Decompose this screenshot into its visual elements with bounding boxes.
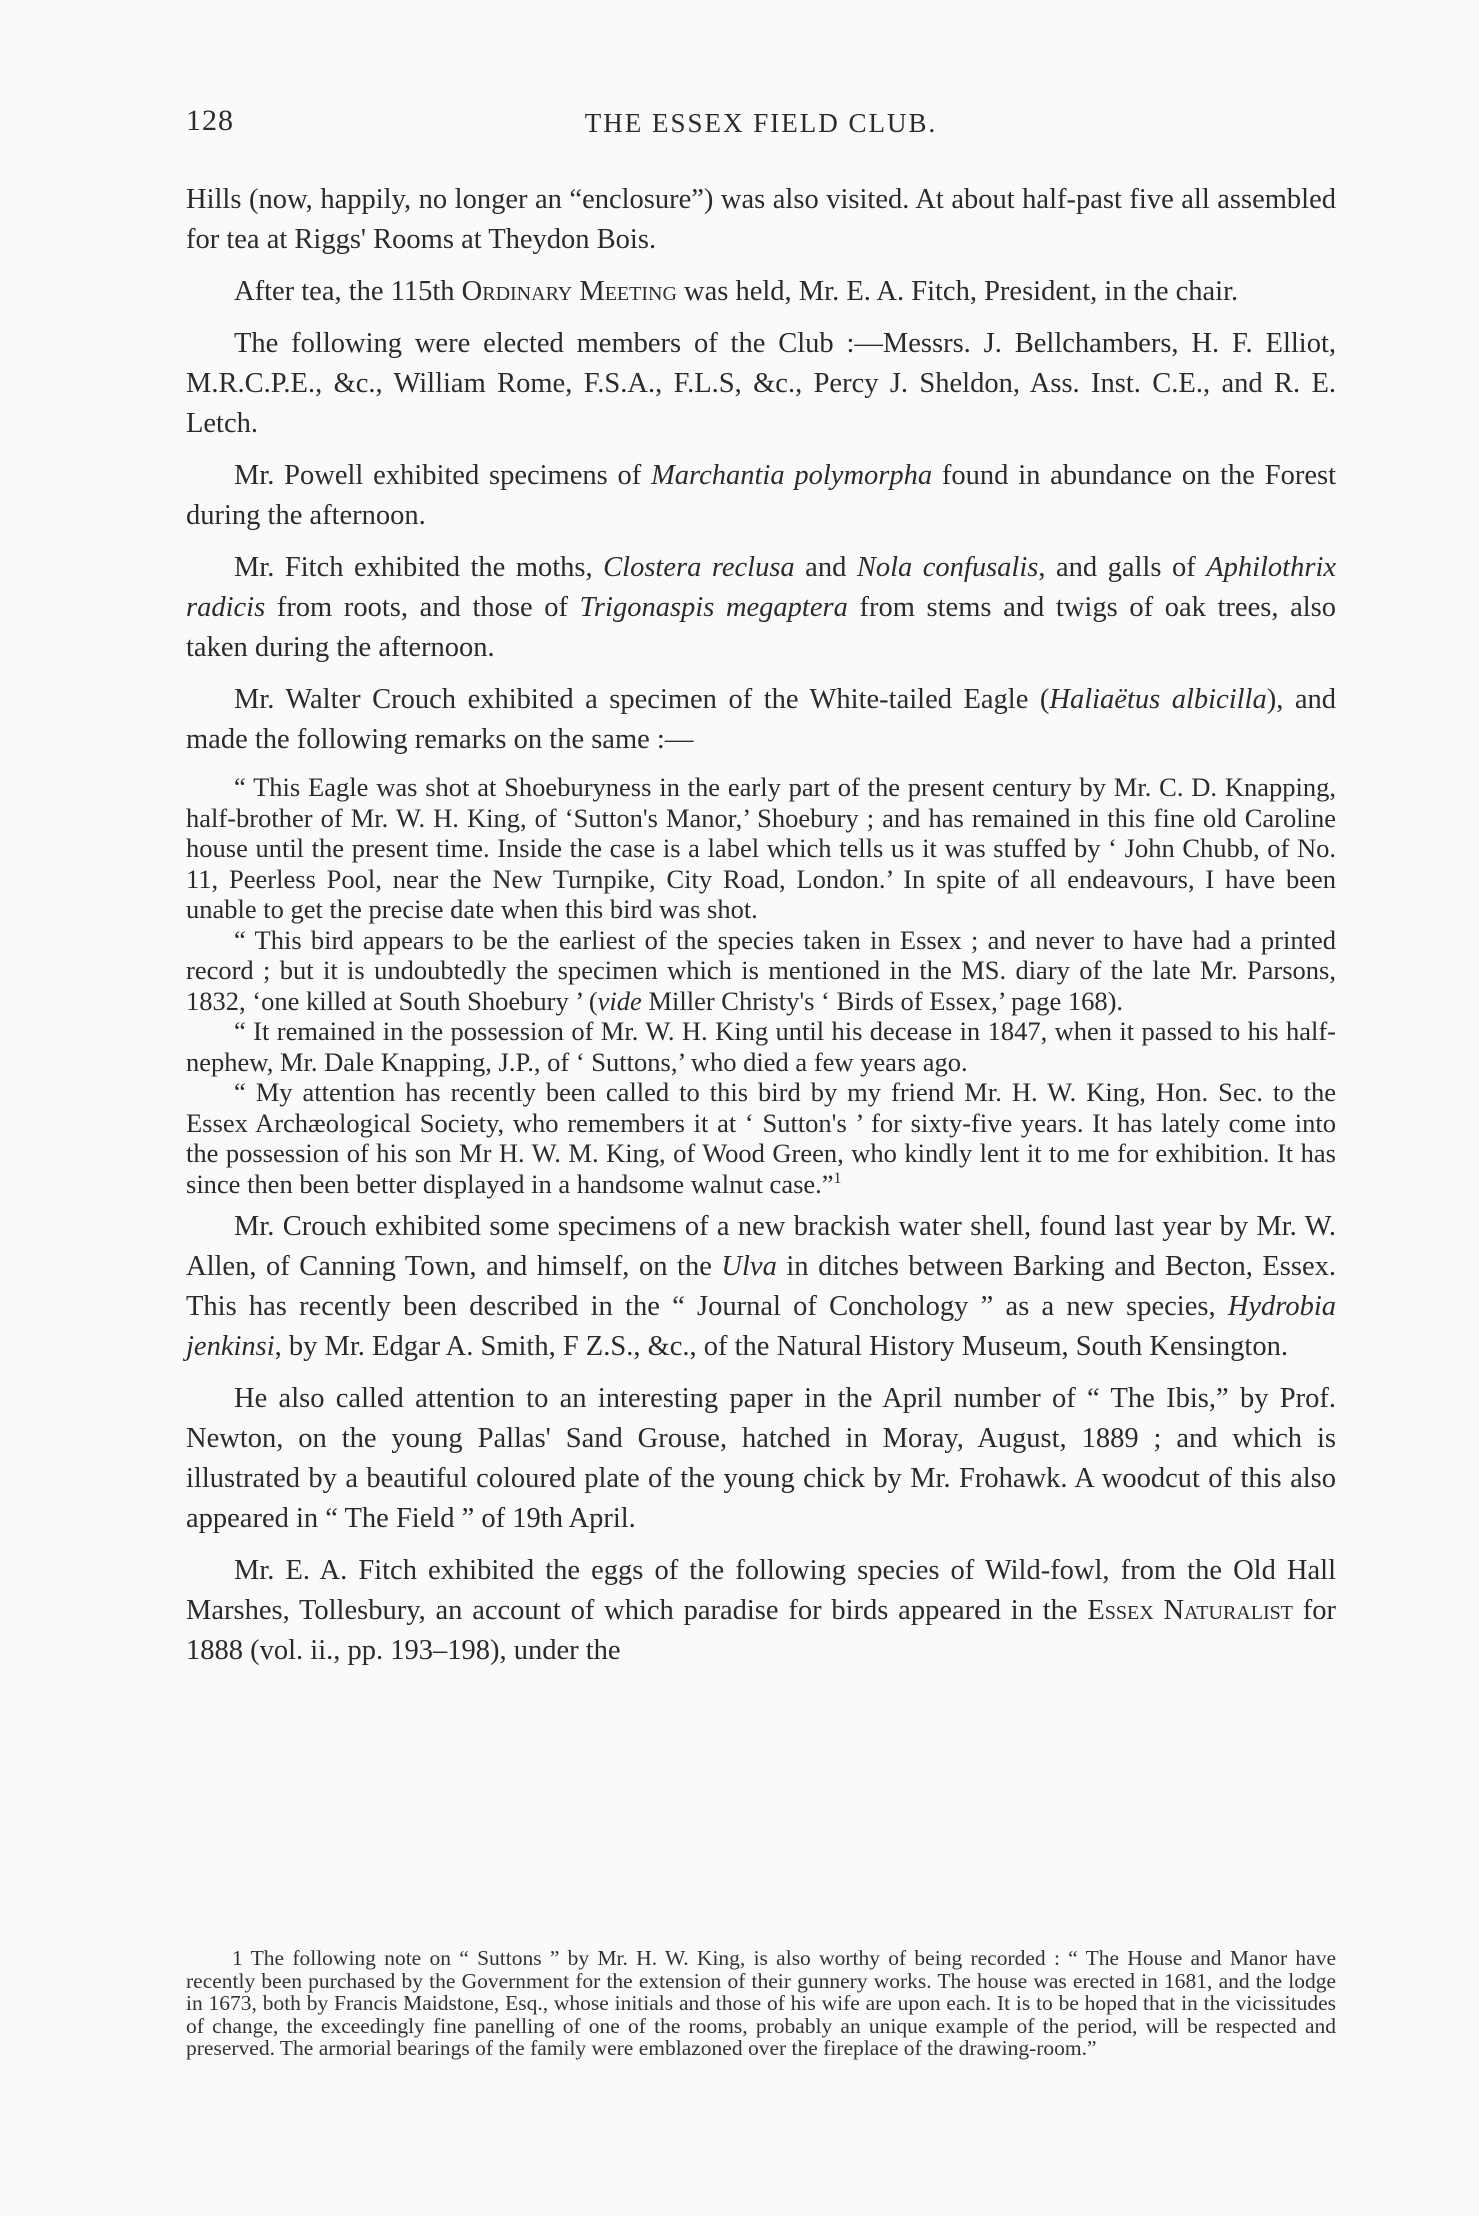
footnote-marker: 1: [833, 1169, 842, 1187]
text-run: and: [794, 552, 857, 583]
text-run: in ditches between Barking and Becton, Essex. This has recently been described in the “ Journal of Conchology ” as a new species,: [186, 1251, 1337, 1322]
small-caps-run: Ordinary Meeting: [461, 276, 677, 307]
quote-paragraph: [186, 1077, 1336, 1199]
page-number: 128: [186, 104, 234, 137]
species-name: Aphilothrix radicis: [186, 552, 1337, 623]
paragraph: [186, 272, 1336, 312]
paragraph: The following were elected members of the Club :—Messrs. J. Bellchambers, H. F. Elliot, M.R.C.P.E., &c., William Rome, F.S.A., F.L.S, &c., Percy J. Sheldon, Ass. Inst. C.E., and R. E. Letch.: [186, 328, 1336, 439]
species-name: Clostera reclusa: [603, 552, 795, 583]
quote-paragraph: “ This Eagle was shot at Shoeburyness in the early part of the present century by Mr. C. D. Knapping, half-brother of Mr. W. H. King, of ‘Sutton's Manor,’ Shoebury ; and has remained in this fine old Caroline house until the present time. Inside the case is a label which tells us it was stuffed by ‘ John Chubb, of No. 11, Peerless Pool, near the New Turnpike, City Road, London.’ In spite of all endeavours, I have been unable to get the precise date when this bird was shot.: [186, 772, 1336, 924]
text-run: Mr. Fitch exhibited the moths,: [234, 552, 604, 583]
paragraph: [186, 1551, 1336, 1671]
footnote-text: 1 The following note on “ Suttons ” by Mr. H. W. King, is also worthy of being recorded : “ The House and Manor have recently been purchased by the Government for the extension of their gunnery works. The house was erected in 1681, and the lodge in 1673, both by Francis Maidstone, Esq., whose initials and those of his wife are upon each. It is to be hoped that in the vicissitudes of change, the exceedingly fine panelling of one of the rooms, probably an unique example of the period, will be respected and preserved. The armorial bearings of the family were emblazoned over the fireplace of the drawing-room.”: [186, 1946, 1336, 2060]
running-title: THE ESSEX FIELD CLUB.: [584, 108, 938, 138]
text-run: Mr. Crouch exhibited some specimens of a new brackish water shell, found last year by Mr. W. Allen, of Canning Town, and himself, on the: [186, 1211, 1336, 1282]
text-run: from roots, and those of: [265, 592, 580, 623]
text-run: “ My attention has recently been called to this bird by my friend Mr. H. W. King, Hon. Sec. to the Essex Archæological Society, who remembers it at ‘ Sutton's ’ for sixty-five years. It has lately come into the possession of his son Mr H. W. M. King, of Wood Green, who kindly lent it to me for exhibition. It has since then been better displayed in a handsome walnut case.”: [186, 1077, 1336, 1199]
quoted-remarks: [186, 772, 1336, 1199]
small-caps-run: Essex Naturalist: [1087, 1595, 1293, 1626]
text-run: for 1888 (vol. ii., pp. 193–198), under the: [186, 1595, 1336, 1666]
text-run: from stems and twigs of oak trees, also taken during the afternoon.: [186, 592, 1337, 663]
species-name: Ulva: [721, 1251, 777, 1282]
quote-paragraph: [186, 925, 1336, 1017]
paragraph: [186, 680, 1336, 760]
paragraph: [186, 1207, 1336, 1367]
footnote: [186, 1947, 1336, 2060]
paragraph: [186, 548, 1336, 668]
text-run: , and galls of: [1038, 552, 1207, 583]
italic-run: vide: [597, 985, 642, 1016]
text-run: was held, Mr. E. A. Fitch, President, in the chair.: [676, 276, 1239, 307]
body-text: [186, 180, 1336, 1683]
text-run: After tea, the 115th: [234, 276, 462, 307]
text-run: Miller Christy's ‘ Birds of Essex,’ page 168).: [641, 985, 1124, 1016]
species-name: Trigonaspis megaptera: [579, 592, 848, 623]
paragraph: [186, 456, 1336, 536]
text-run: Mr. E. A. Fitch exhibited the eggs of the following species of Wild-fowl, from the Old Hall Marshes, Tollesbury, an account of which paradise for birds appeared in the: [186, 1555, 1336, 1626]
paragraph: He also called attention to an interesting paper in the April number of “ The Ibis,” by Prof. Newton, on the young Pallas' Sand Grouse, hatched in Moray, August, 1889 ; and which is illustrated by a beautiful coloured plate of the young chick by Mr. Frohawk. A woodcut of this also appeared in “ The Field ” of 19th April.: [186, 1383, 1336, 1534]
running-header: [186, 104, 1336, 144]
text-run: , by Mr. Edgar A. Smith, F Z.S., &c., of the Natural History Museum, South Kensington.: [274, 1331, 1288, 1362]
quote-paragraph: “ It remained in the possession of Mr. W. H. King until his decease in 1847, when it passed to his half-nephew, Mr. Dale Knapping, J.P., of ‘ Suttons,’ who died a few years ago.: [186, 1016, 1336, 1077]
species-name: Haliaëtus albicilla: [1049, 684, 1267, 715]
text-run: found in abundance on the Forest during the afternoon.: [186, 460, 1336, 531]
species-name: Nola confusalis: [856, 552, 1039, 583]
text-run: “ This bird appears to be the earliest of the species taken in Essex ; and never to have had a printed record ; but it is undoubtedly the specimen which is mentioned in the MS. diary of the late Mr. Parsons, 1832, ‘one killed at South Shoebury ’ (: [186, 924, 1336, 1016]
text-run: Mr. Powell exhibited specimens of: [234, 460, 652, 491]
text-run: Mr. Walter Crouch exhibited a specimen of the White-tailed Eagle (: [234, 684, 1050, 715]
paragraph: Hills (now, happily, no longer an “enclosure”) was also visited. At about half-past five all assembled for tea at Riggs' Rooms at Theydon Bois.: [186, 184, 1336, 255]
species-name: Hydrobia jenkinsi: [186, 1291, 1336, 1362]
species-name: Marchantia polymorpha: [651, 460, 933, 491]
text-run: ), and made the following remarks on the same :—: [186, 684, 1337, 755]
